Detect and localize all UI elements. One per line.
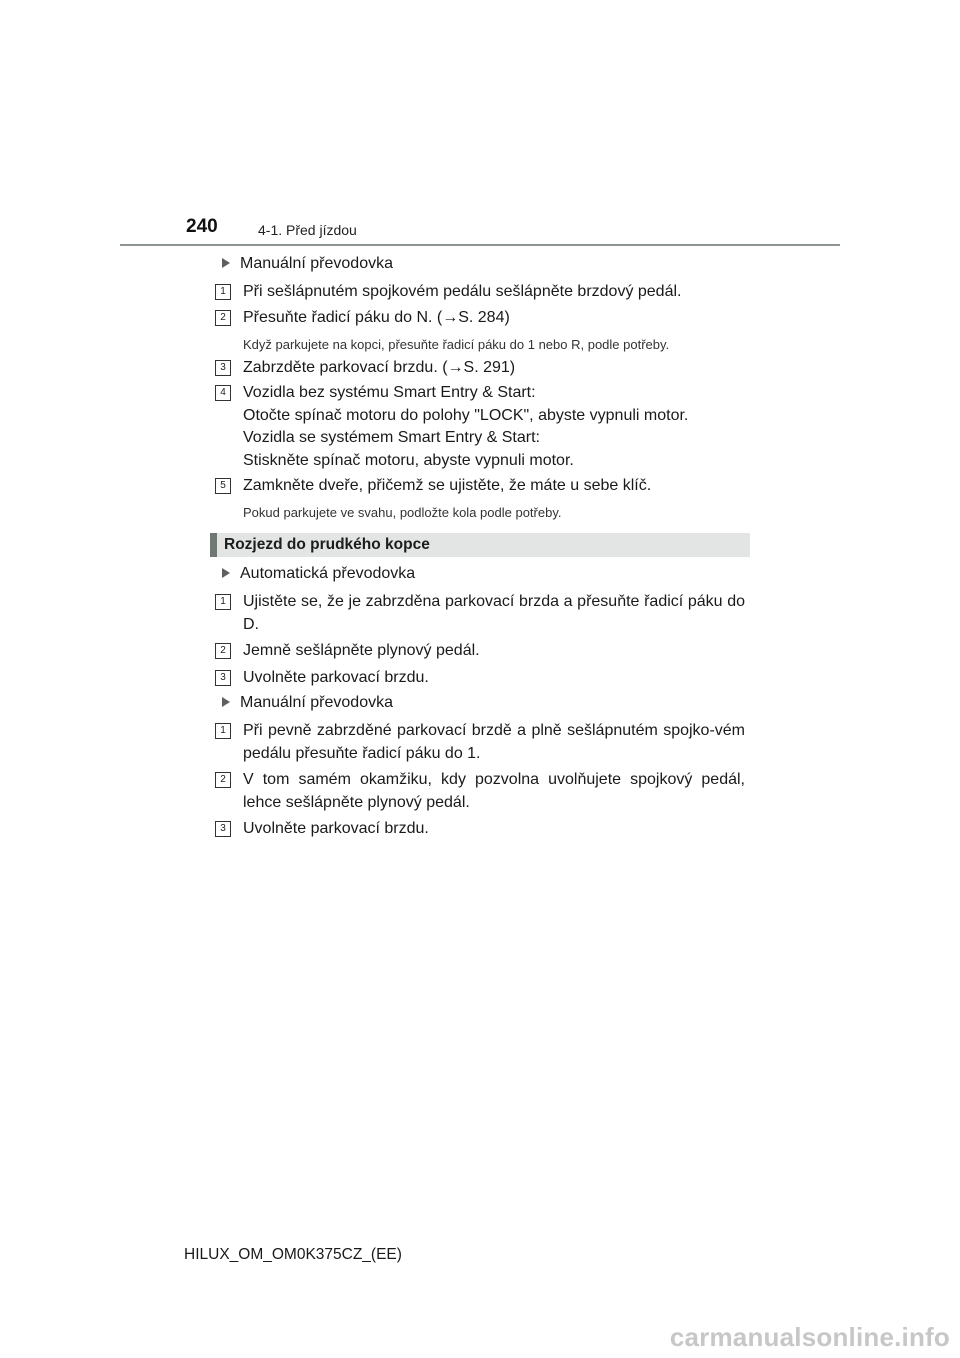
section-banner-title: Rozjezd do prudkého kopce [224,536,430,553]
step-text: Přesuňte řadicí páku do N. (→S. 284) [243,309,510,326]
step-number-badge: 3 [215,360,231,376]
step-number-badge: 4 [215,385,231,401]
step-text: Zabrzděte parkovací brzdu. (→S. 291) [243,359,516,376]
step-number-badge: 5 [215,478,231,494]
step-line: Stiskněte spínač motoru, abyste vypnuli motor. [243,451,574,469]
step-number-badge: 2 [215,643,231,659]
step-text: Zamkněte dveře, přičemž se ujistěte, že máte u sebe klíč. [243,477,652,494]
note-text: Když parkujete na kopci, přesuňte řadicí páku do 1 nebo R, podle potřeby. [243,337,670,352]
step-number-badge: 1 [215,723,231,739]
watermark-text: carmanualsonline.info [669,1322,950,1352]
step-number-badge: 1 [215,284,231,300]
step-text: V tom samém okamžiku, kdy pozvolna uvolňujete spojkový pedál, lehce sešlápněte plynový pedál. [243,771,745,811]
subhead-label: Manuální převodovka [240,694,393,711]
section-title: 4-1. Před jízdou [258,222,357,238]
header-rule [120,244,840,246]
step-number-badge: 2 [215,310,231,326]
subhead-label: Manuální převodovka [240,255,393,272]
triangle-bullet-icon [222,697,230,707]
subhead-label: Automatická převodovka [240,565,416,582]
step-text: Při sešlápnutém spojkovém pedálu sešlápněte brzdový pedál. [243,283,682,300]
step-text-multiline [243,382,745,472]
subhead-manual-2 [222,694,393,712]
section-banner [210,533,750,557]
step-text: Uvolněte parkovací brzdu. [243,669,429,686]
step-number-badge: 2 [215,772,231,788]
step-line: Vozidla bez systému Smart Entry & Start: [243,384,536,401]
document-code: HILUX_OM_OM0K375CZ_(EE) [184,1246,402,1263]
step-line: Vozidla se systémem Smart Entry & Start: [243,429,540,446]
step-text: Při pevně zabrzděné parkovací brzdě a plně sešlápnutém spojko-vém pedálu přesuňte řadicí páku do 1. [243,722,745,762]
triangle-bullet-icon [222,258,230,268]
step-text: Uvolněte parkovací brzdu. [243,820,429,837]
step-line: Otočte spínač motoru do polohy "LOCK", abyste vypnuli motor. [243,406,689,424]
triangle-bullet-icon [222,568,230,578]
step-number-badge: 1 [215,594,231,610]
subhead-manual [222,255,393,273]
note-text: Pokud parkujete ve svahu, podložte kola podle potřeby. [243,505,562,520]
step-number-badge: 3 [215,670,231,686]
step-text: Jemně sešlápněte plynový pedál. [243,642,480,659]
subhead-automatic [222,565,415,583]
page-number: 240 [186,216,218,237]
step-number-badge: 3 [215,821,231,837]
step-text: Ujistěte se, že je zabrzděna parkovací brzda a přesuňte řadicí páku do D. [243,593,745,633]
